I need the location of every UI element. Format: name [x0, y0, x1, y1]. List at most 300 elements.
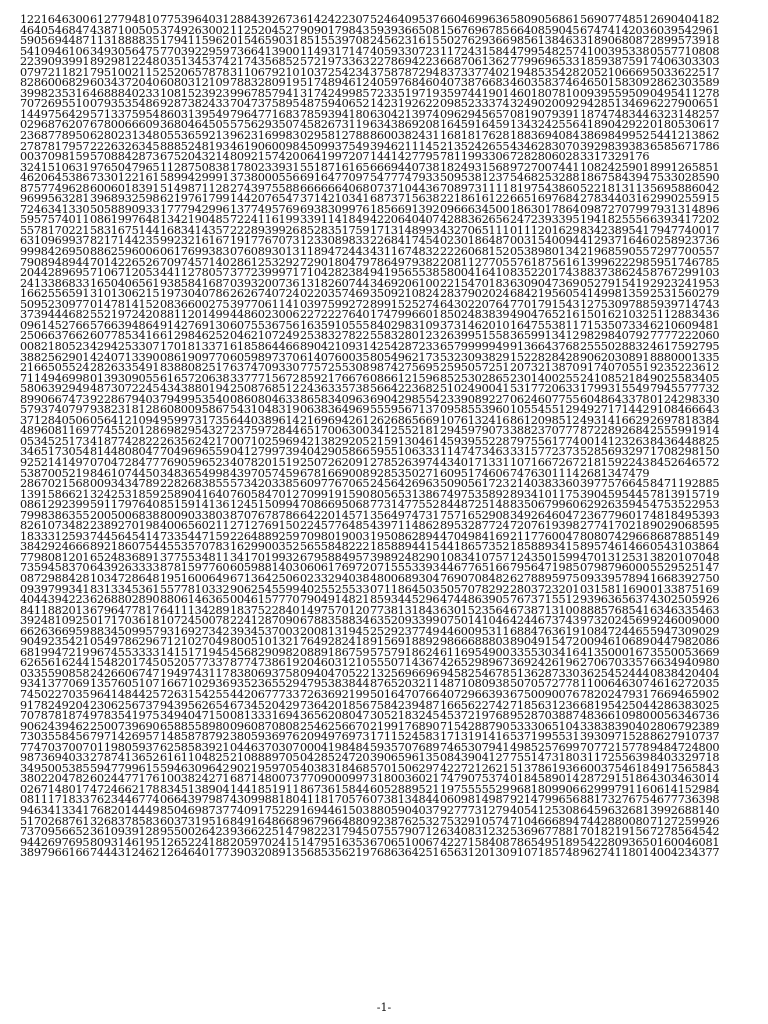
number-cell: 7364201856	[300, 698, 370, 712]
number-cell: 8144808047	[90, 445, 160, 459]
number-cell: 6299979116	[580, 782, 650, 796]
number-cell: 9174070551	[580, 361, 650, 375]
number-cell: 3315772373	[510, 445, 580, 459]
number-cell: 1479516353	[300, 835, 370, 849]
number-cell: 5112883436	[650, 308, 720, 322]
number-cell: 0412799739	[230, 445, 300, 459]
number-cell: 5058890933	[90, 202, 160, 216]
number-cell: 3772399971	[230, 266, 300, 280]
number-cell: 2094976973	[300, 730, 370, 744]
number-cell: 5136287330	[510, 666, 580, 680]
number-cell: 3946211145	[370, 139, 440, 153]
number-cell: 5027629366	[440, 34, 510, 48]
number-cell: 2135242655	[440, 139, 510, 153]
number-cell: 2538327822	[300, 329, 370, 343]
number-cell: 0939799341	[20, 582, 90, 596]
number-cell: 5831675144	[90, 223, 160, 237]
number-cell: 1083410757	[440, 550, 510, 564]
number-cell: 0961452766	[20, 318, 90, 332]
number-cell: 1441427795	[370, 150, 440, 164]
number-cell: 7947740017	[650, 223, 720, 237]
number-cell: 9458254678	[440, 666, 510, 680]
number-cell: 1415171945	[160, 645, 230, 659]
number-cell: 6323148257	[650, 107, 720, 121]
number-cell: 6819542504	[580, 698, 650, 712]
number-cell: 6752043214	[160, 150, 230, 164]
number-cell: 2228939926	[230, 223, 300, 237]
number-cell: 8817327675	[580, 793, 650, 807]
number-cell: 9873694033	[20, 751, 90, 765]
number-cell: 2923241953	[650, 276, 720, 290]
number-cell: 5317720633	[510, 382, 580, 396]
number-cell: 4073876683	[440, 76, 510, 90]
number-cell: 2806792389	[650, 719, 720, 733]
number-cell: 3174249985	[300, 86, 370, 100]
number-cell: 6738713100	[510, 603, 580, 617]
number-cell: 3869849952	[580, 129, 650, 143]
number-cell: 1668392750	[650, 571, 720, 585]
number-cell: 1635910555	[300, 318, 370, 332]
number-cell: 2218616122	[440, 192, 510, 206]
number-cell: 4346283070	[510, 139, 580, 153]
number-cell: 1245150994	[230, 498, 300, 512]
number-cell: 2239093991	[20, 55, 90, 69]
number-cell: 9062545599	[230, 582, 300, 596]
number-cell: 6579999949	[440, 339, 510, 353]
number-cell: 5766394864	[90, 318, 160, 332]
number-cell: 1694461503	[300, 804, 370, 818]
number-cell: 0180530617	[650, 118, 720, 132]
number-cell: 0750141046	[440, 614, 510, 628]
number-cell: 3749263002	[160, 23, 230, 37]
number-cell: 7282806028	[510, 150, 580, 164]
number-cell: 1874748344	[580, 107, 650, 121]
number-cell: 3714210341	[300, 192, 370, 206]
number-cell: 1128750838	[160, 160, 230, 174]
number-cell: 5756293507	[230, 118, 300, 132]
number-cell: 7533028590	[650, 171, 720, 185]
number-cell: 3469206100	[370, 276, 440, 290]
number-cell: 2169694261	[300, 413, 370, 427]
number-cell: 7709000997	[300, 772, 370, 786]
number-cell: 3377715672	[230, 371, 300, 385]
number-cell: 3249020092	[510, 97, 580, 111]
number-cell: 7951002115	[90, 65, 160, 79]
number-cell: 7359458370	[20, 561, 90, 575]
number-cell: 2899573918	[650, 34, 720, 48]
number-cell: 1948535428	[510, 65, 580, 79]
number-cell: 5468253288	[510, 171, 580, 185]
number-cell: 8774738619	[230, 656, 300, 670]
number-cell: 6440389614	[230, 413, 300, 427]
number-cell: 0813331694	[230, 709, 300, 723]
number-cell: 2456231615	[370, 34, 440, 48]
number-cell: 8627910737	[650, 730, 720, 744]
number-cell: 1343242556	[510, 118, 580, 132]
number-cell: 6080312109	[160, 76, 230, 90]
number-cell: 0295812788	[300, 129, 370, 143]
number-cell: 0819079391	[510, 107, 580, 121]
number-cell: 2681347479	[580, 466, 650, 480]
number-cell: 9419565538	[370, 266, 440, 280]
number-cell: 6352093399	[370, 614, 440, 628]
number-cell: 2268417454	[370, 234, 440, 248]
number-cell: 6185864466	[230, 339, 300, 353]
number-cell: 1399622298	[580, 255, 650, 269]
number-cell: 5333065104	[510, 719, 580, 733]
number-cell: 8217144235	[90, 234, 160, 248]
number-cell: 5550714367	[370, 656, 440, 670]
number-cell: 6734520429	[230, 698, 300, 712]
number-cell: 3492646047	[510, 508, 580, 522]
number-cell: 6048643378	[580, 392, 650, 406]
number-cell: 1665622742	[440, 698, 510, 712]
number-cell: 3977061141	[230, 297, 300, 311]
number-cell: 9228679403	[90, 392, 160, 406]
number-cell: 0987270799	[580, 202, 650, 216]
number-cell: 5102490041	[440, 382, 510, 396]
number-cell: 7106712053	[90, 266, 160, 280]
number-cell: 9679664880	[300, 814, 370, 828]
number-cell: 0124298330	[650, 392, 720, 406]
number-cell: 3189068087	[580, 34, 650, 48]
number-cell: 0393200736	[230, 276, 300, 290]
number-cell: 7811993306	[440, 150, 510, 164]
number-cell: 0889186759	[300, 645, 370, 659]
number-cell: 4006560211	[160, 519, 230, 533]
number-cell: 0184589014	[510, 772, 580, 786]
number-cell: 8834509957	[90, 624, 160, 638]
number-cell: 7701791543	[510, 297, 580, 311]
number-cell: 1917767073	[230, 234, 300, 248]
number-cell: 8934101175	[510, 487, 580, 501]
number-cell: 6706510067	[370, 835, 440, 849]
number-cell: 6713642506	[230, 571, 300, 585]
number-cell: 0606176972	[300, 561, 370, 575]
number-cell: 7605847012	[230, 487, 300, 501]
number-cell: 0737104436	[370, 181, 440, 195]
number-cell: 8388082517	[160, 361, 230, 375]
number-cell: 7049696559	[160, 445, 230, 459]
number-cell: 7859394180	[300, 107, 370, 121]
number-cell: 8092157420	[230, 150, 300, 164]
number-cell: 0624607755	[510, 392, 580, 406]
number-cell: 9923216167	[160, 234, 230, 248]
number-cell: 7127259926	[650, 814, 720, 828]
number-cell: 7207619398	[510, 519, 580, 533]
number-cell: 4254287233	[370, 339, 440, 353]
number-cell: 9699563281	[20, 192, 90, 206]
number-cell: 2555028832	[580, 339, 650, 353]
number-cell: 4871080938	[440, 677, 510, 691]
number-cell: 8929812248	[90, 55, 160, 69]
number-cell: 1003824271	[160, 772, 230, 786]
number-cell: 6524836891	[90, 550, 160, 564]
number-cell: 1713148993	[370, 223, 440, 237]
number-cell: 4800689304	[370, 571, 440, 585]
number-cell: 8525302865	[440, 371, 510, 385]
number-cell: 8658340963	[300, 392, 370, 406]
number-cell: 1662556591	[20, 287, 90, 301]
number-cell: 3929839383	[580, 139, 650, 153]
number-cell: 8403329718	[650, 751, 720, 765]
number-cell: 8093146195	[90, 835, 160, 849]
number-cell: 6024477176	[90, 772, 160, 786]
number-cell: 9732024569	[580, 614, 650, 628]
number-cell: 5518716165	[300, 160, 370, 174]
number-cell: 4135000167	[580, 645, 650, 659]
number-cell: 9025583405	[650, 371, 720, 385]
number-cell: 8593445296	[370, 593, 440, 607]
number-cell: 9178249204	[20, 698, 90, 712]
number-cell: 0760893013	[230, 245, 300, 259]
number-cell: 2884392673	[230, 13, 300, 26]
number-cell: 0638364969	[300, 403, 370, 417]
number-cell: 8286006829	[20, 76, 90, 90]
number-cell: 4418657352	[440, 540, 510, 554]
number-cell: 2520657878	[160, 65, 230, 79]
number-cell: 3739444682	[20, 308, 90, 322]
number-cell: 3317329176	[580, 150, 650, 164]
number-cell: 7864979382	[370, 255, 440, 269]
number-cell: 1441851911	[230, 782, 300, 796]
number-cell: 0538980134	[510, 245, 580, 259]
number-cell: 1777942996	[160, 202, 230, 216]
number-cell: 1780233931	[230, 160, 300, 174]
number-cell: 8515914136	[160, 498, 230, 512]
number-cell: 7072695510	[20, 97, 90, 111]
number-cell: 9214799656	[510, 793, 580, 807]
number-cell: 6588558980	[160, 719, 230, 733]
number-cell: 6268802890	[90, 593, 160, 607]
number-cell: 7445645414	[90, 529, 160, 543]
number-cell: 8352201743	[510, 266, 580, 280]
number-cell: 4688840233	[90, 86, 160, 100]
number-cell: 9623169983	[230, 129, 300, 143]
number-cell: 2837902024	[440, 287, 510, 301]
number-cell: 0939559509	[580, 86, 650, 100]
number-cell: 0933957894	[580, 571, 650, 585]
number-cell: 7114946998	[20, 371, 90, 385]
number-cell: 4265298967	[440, 656, 510, 670]
number-cell: 3101306215	[90, 287, 160, 301]
table-row	[20, 848, 760, 859]
number-cell: 4072966393	[440, 688, 510, 701]
number-cell: 3564974731	[370, 508, 440, 522]
number-cell: 8005101321	[230, 635, 300, 649]
number-cell: 8757749628	[20, 181, 90, 195]
number-cell: 2472393395	[510, 213, 580, 227]
number-cell: 3968932598	[90, 192, 160, 206]
number-cell: 7945577732	[650, 382, 720, 396]
number-cell: 3483654998	[160, 466, 230, 480]
number-cell: 6422014571	[300, 508, 370, 522]
number-cell: 3842924666	[20, 540, 90, 554]
number-cell: 2712769150	[230, 519, 300, 533]
number-cell: 0836600275	[160, 297, 230, 311]
number-cell: 3882370777	[510, 424, 580, 438]
number-cell: 4619060098	[230, 139, 300, 153]
number-cell: 2008131945	[300, 624, 370, 638]
number-cell: 9681809906	[510, 782, 580, 796]
number-cell: 7690596523	[160, 455, 230, 469]
number-cell: 7949953540	[160, 392, 230, 406]
number-cell: 4311674832	[370, 245, 440, 259]
number-cell: 0230186487	[440, 234, 510, 248]
number-cell: 0711864503	[370, 582, 440, 596]
number-cell: 7690708482	[440, 571, 510, 585]
number-cell: 2774170218	[580, 519, 650, 533]
number-cell: 9049235421	[20, 635, 90, 649]
number-cell: 6780066609	[90, 118, 160, 132]
number-cell: 2005006838	[90, 508, 160, 522]
number-cell: 8380693758	[230, 666, 300, 680]
number-cell: 9277731279	[440, 804, 510, 818]
number-cell: 1189472443	[300, 245, 370, 259]
number-cell: 0071025969	[230, 434, 300, 448]
number-cell: 0960870808	[230, 719, 300, 733]
number-cell: 8261073482	[20, 519, 90, 533]
number-cell: 4553570783	[160, 540, 230, 554]
number-cell: 9252141497	[20, 455, 90, 469]
number-cell: 2264889259	[230, 529, 300, 543]
number-cell: 5422809365	[580, 835, 650, 849]
number-cell: 2181592243	[580, 455, 650, 469]
number-cell: 0872988428	[20, 571, 90, 585]
number-cell: 4927171442	[580, 403, 650, 417]
number-cell: 7813915719	[650, 487, 720, 501]
number-cell: 7077215778	[580, 740, 650, 754]
number-cell: 2529237749	[370, 624, 440, 638]
number-cell: 7097457140	[160, 255, 230, 269]
number-cell: 4042905866	[300, 445, 370, 459]
number-cell: 6982954327	[160, 424, 230, 438]
number-cell: 3897966166	[20, 846, 90, 860]
number-cell: 7971426957	[90, 730, 160, 744]
number-cell: 0031540094	[510, 234, 580, 248]
number-cell: 4302505926	[650, 593, 720, 607]
number-cell: 3625452444	[580, 666, 650, 680]
number-cell: 5701506297	[370, 761, 440, 775]
number-cell: 2108889705	[230, 751, 300, 765]
number-cell: 0811171833	[20, 793, 90, 807]
number-cell: 4677736398	[650, 793, 720, 807]
number-cell: 2555991914	[650, 424, 720, 438]
number-cell: 9442697695	[20, 835, 90, 849]
number-cell: 7465307941	[440, 740, 510, 754]
number-cell: 2073213870	[510, 361, 580, 375]
number-cell: 2508768512	[230, 382, 300, 396]
number-cell: 2241287090	[230, 614, 300, 628]
number-cell: 8862596006	[90, 245, 160, 259]
number-cell: 3680464505	[160, 118, 230, 132]
number-cell: 2174356852	[230, 55, 300, 69]
number-cell: 7444312462	[90, 846, 160, 860]
number-cell: 3738000556	[230, 171, 300, 185]
number-cell: 7104282384	[300, 266, 370, 280]
number-cell: 4616272035	[650, 677, 720, 691]
number-cell: 8402983109	[370, 318, 440, 332]
number-cell: 5095381237	[440, 171, 510, 185]
number-cell: 4460095311	[440, 624, 510, 638]
number-cell: 1647553811	[510, 318, 580, 332]
number-cell: 3465173054	[20, 445, 90, 459]
number-cell: 0985233374	[440, 97, 510, 111]
number-cell: 2531560279	[650, 287, 720, 301]
number-cell: 5149871128	[160, 181, 230, 195]
number-cell: 9550026423	[160, 825, 230, 839]
number-cell: 1708298150	[650, 445, 720, 459]
number-cell: 5477747933	[370, 171, 440, 185]
number-cell: 1941825556	[580, 213, 650, 227]
number-cell: 4397114862	[370, 519, 440, 533]
number-cell: 0966634500	[440, 202, 510, 216]
number-cell: 8612098512	[510, 413, 580, 427]
number-cell: 2410852184	[580, 371, 650, 385]
number-cell: 6006018391	[90, 181, 160, 195]
number-cell: 6304213974	[370, 107, 440, 121]
number-cell: 1522828428	[510, 350, 580, 364]
number-cell: 3110679210	[230, 65, 300, 79]
number-cell: 9641484425	[90, 688, 160, 701]
number-cell: 1264640177	[160, 846, 230, 860]
number-cell: 4100395338	[580, 44, 650, 58]
number-cell: 7018219156	[580, 825, 650, 839]
number-cell: 9998426950	[20, 245, 90, 259]
number-cell: 4129371646	[580, 234, 650, 248]
number-cell: 2413386833	[20, 276, 90, 290]
number-cell: 8885248193	[160, 139, 230, 153]
number-cell: 6788358834	[300, 614, 370, 628]
number-cell: 6795884957	[300, 550, 370, 564]
number-cell: 8953287724	[440, 519, 510, 533]
number-cell: 1147473463	[440, 445, 510, 459]
number-cell: 0549786296	[90, 635, 160, 649]
number-cell: 1501621032	[580, 308, 650, 322]
number-cell: 1172431584	[440, 44, 510, 58]
number-cell: 1149317147	[300, 44, 370, 58]
number-cell: 2052106669	[580, 65, 650, 79]
number-cell: 6626366959	[20, 624, 90, 638]
number-cell: 5685356219	[300, 846, 370, 860]
number-cell: 4603583746	[510, 76, 580, 90]
number-cell: 1072450078	[160, 614, 230, 628]
number-cell: 4818495393	[650, 508, 720, 522]
number-cell: 5559567137	[370, 403, 440, 417]
number-cell: 4227212621	[440, 761, 510, 775]
number-cell: 7224116199	[230, 213, 300, 227]
number-cell: 1449756429	[20, 107, 90, 121]
number-cell: 8722892684	[580, 424, 650, 438]
number-cell: 3924810925	[20, 614, 90, 628]
number-cell: 4650158309	[580, 76, 650, 90]
number-cell: 5323093829	[440, 350, 510, 364]
number-cell: 6127794810	[90, 13, 160, 26]
number-cell: 6165720638	[160, 371, 230, 385]
number-cell: 3180036021	[370, 772, 440, 786]
number-cell: 0962945657	[440, 107, 510, 121]
number-cell: 2990255915	[650, 192, 720, 206]
number-cell: 9285350271	[370, 466, 440, 480]
number-cell: 0139309055	[90, 371, 160, 385]
number-cell: 9062439462	[20, 719, 90, 733]
number-cell: 6140760035	[300, 350, 370, 364]
number-cell: 0520577337	[160, 656, 230, 670]
number-cell: 1856691392	[370, 202, 440, 216]
number-cell: 2426606747	[90, 666, 160, 680]
number-cell: 4059768460	[370, 76, 440, 90]
number-cell: 5431048319	[230, 403, 300, 417]
